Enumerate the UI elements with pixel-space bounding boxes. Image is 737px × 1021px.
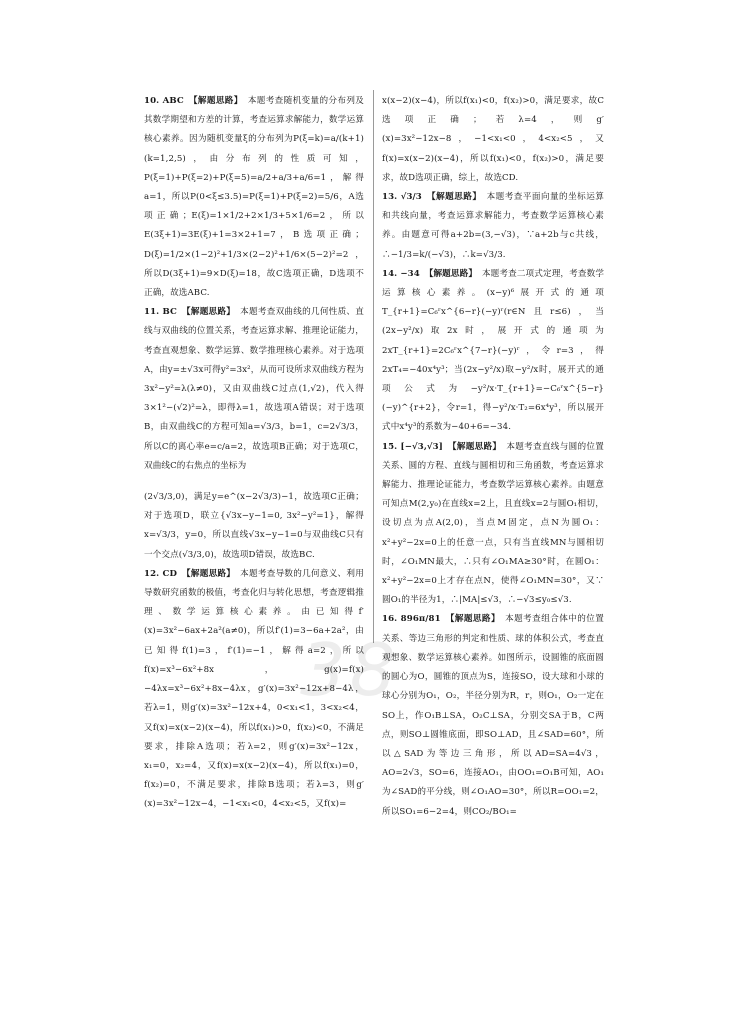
- answer-10-tag: 【解题思路】: [188, 96, 243, 106]
- answer-12-continued-text: x(x−2)(x−4)，所以f(x₁)<0，f(x₂)>0，满足要求，故C选项正确；若λ=4，则g′(x)=3x²−12x−8，−1<x₁<0，4<x₂<5，又f(x)=x(x−2)(x−4)，所以f(x₁)<0，f(x₂)>0，满足要求，故D选项正确，综上，故选CD.: [382, 96, 604, 183]
- answer-16-label: 16. 896π/81: [382, 614, 441, 625]
- answer-11: [144, 303, 364, 476]
- answer-12-label: 12. CD: [144, 568, 177, 579]
- answer-10-text: 本题考查随机变量的分布列及其数学期望和方差的计算，考查运算求解能力，数学运算核心素养。因为随机变量ξ的分布列为P(ξ=k)=a/(k+1)(k=1,2,5)，由分布列的性质可知，P(ξ=1)+P(ξ=2)+P(ξ=5)=a/2+a/3+a/6=1，解得a=1，所以P(0<ξ≤3.5)=P(ξ=1)+P(ξ=2)=5/6，A选项正确；E(ξ)=1×1/2+2×1/3+5×1/6=2，所以E(3ξ+1)=3E(ξ)+1=3×2+1=7，B选项正确；D(ξ)=1/2×(1−2)²+1/3×(2−2)²+1/6×(5−2)²=2，所以D(3ξ+1)=9×D(ξ)=18，故C选项正确，D选项不正确，故选ABC.: [144, 96, 364, 299]
- answer-10-label: 10. ABC: [144, 96, 184, 106]
- answer-14-text: 本题考查二项式定理，考查数学运算核心素养。(x−y)⁶展开式的通项T_{r+1}=C₆ʳx^{6−r}(−y)ʳ(r∈N且r≤6)，当(2x−y²/x)取2x时，展开式的通项为2xT_{r+1}=2C₆ʳx^{7−r}(−y)ʳ，令r=3，得2xT₄=−40x⁴y³；当(2x−y²/x)取−y²/x时，展开式的通项公式为−y²/x·T_{r+1}=−C₆ʳx^{5−r}(−y)^{r+2}，令r=1，得−y²/x·T₂=6x⁴y³，所以展开式中x⁴y³的系数为−40+6=−34.: [382, 268, 605, 433]
- answer-12-tag: 【解题思路】: [182, 568, 236, 579]
- answer-13-tag: 【解题思路】: [427, 192, 482, 203]
- answer-15: [382, 438, 604, 611]
- answer-13-label: 13. √3/3: [382, 192, 422, 203]
- answer-15-tag: 【解题思路】: [447, 441, 502, 452]
- answer-14: [382, 265, 604, 438]
- answer-11-continued-text: (2√3/3,0)，满足y=e^(x−2√3/3)−1，故选项C正确；对于选项D，联立{√3x−y−1=0, 3x²−y²=1}，解得x=√3/3，y=0，所以直线√3x−y−1=0与双曲线C只有一个交点(√3/3,0)，故选项D错误，故选BC.: [144, 492, 364, 560]
- answer-16: [382, 610, 604, 821]
- answer-13-text: 本题考查平面向量的坐标运算和共线向量，考查运算求解能力，考查数学运算核心素养。由题意可得a+2b=(3,−√3)，∵a+2b与c共线，∴−1/3=k/(−√3)，∴k=√3/3.: [382, 192, 604, 260]
- right-column: [382, 92, 604, 822]
- answer-11-tag: 【解题思路】: [181, 307, 236, 318]
- page-watermark: 38: [300, 628, 400, 712]
- answer-16-tag: 【解题思路】: [445, 614, 500, 625]
- answer-11-text: 本题考查双曲线的几何性质、直线与双曲线的位置关系，考查运算求解、推理论证能力，考查直观想象、数学运算、数学推理核心素养。对于选项A，由y=±√3x可得y²=3x²，从而可设所求双曲线方程为3x²−y²=λ(λ≠0)，又由双曲线C过点(1,√2)，代入得3×1²−(√2)²=λ，即得λ=1，故选项A错误；对于选项B，由双曲线C的方程可知a=√3/3，b=1，c=2√3/3，所以C的离心率e=c/a=2，故选项B正确；对于选项C，双曲线C的右焦点的坐标为: [144, 307, 364, 471]
- answer-14-tag: 【解题思路】: [424, 268, 478, 279]
- answer-15-label: 15. [−√3,√3]: [382, 441, 443, 452]
- answer-12: [144, 565, 364, 815]
- answer-11-label: 11. BC: [144, 307, 177, 318]
- spacer: [144, 476, 364, 488]
- answer-12-text: 本题考查导数的几何意义、利用导数研究函数的极值，考查化归与转化思想，考查逻辑推理、数学运算核心素养。由已知得f′(x)=3x²−6ax+2a²(a≠0)，所以f′(1)=3−6a+2a²，由已知得f(1)=3，f′(1)=−1，解得a=2，所以f(x)=x³−6x²+8x，g(x)=f(x)−4λx=x³−6x²+8x−4λx，g′(x)=3x²−12x+8−4λ，若λ=1，则g′(x)=3x²−12x+4，0<x₁<1，3<x₂<4，又f(x)=x(x−2)(x−4)，所以f(x₁)>0，f(x₂)<0，不满足要求，排除A选项；若λ=2，则g′(x)=3x²−12x，x₁=0，x₂=4，又f(x)=x(x−2)(x−4)，所以f(x₁)=0，f(x₂)=0，不满足要求，排除B选项；若λ=3，则g′(x)=3x²−12x−4，−1<x₁<0，4<x₂<5，又f(x)=: [144, 568, 364, 810]
- answer-12-continued: [382, 92, 604, 188]
- column-divider: [373, 90, 374, 643]
- answer-16-text: 本题考查组合体中的位置关系、等边三角形的判定和性质、球的体积公式，考查直观想象、数学运算核心素养。如图所示，设圆锥的底面圆的圆心为O，圆锥的顶点为S，连接SO，设大球和小球的球心分别为O₁，O₂，半径分别为R，r，则O₁，O₂一定在SO上，作O₁B⊥SA，O₂C⊥SA，分别交SA于B，C两点，则SO⊥圆锥底面，即SO⊥AD，且∠SAD=60°，所以△SAD为等边三角形，所以AD=SA=4√3，AO=2√3，SO=6，连接AO₁，由OO₁=O₁B可知，AO₁为∠SAD的平分线，则∠O₁AO=30°，所以R=OO₁=2，所以SO₁=6−2=4，则CO₂/BO₁=: [382, 614, 604, 817]
- answer-14-label: 14. −34: [382, 268, 420, 279]
- answer-13: [382, 188, 604, 265]
- answer-11-continued: [144, 488, 364, 565]
- left-column: [144, 92, 364, 815]
- answer-10: [144, 92, 364, 303]
- answer-15-text: 本题考查直线与圆的位置关系、圆的方程、直线与圆相切和三角函数，考查运算求解能力、推理论证能力，考查数学运算核心素养。由题意可知点M(2,y₀)在直线x=2上，且直线x=2与圆O₁相切，设切点为点A(2,0)，当点M固定，点N为圆O₁：x²+y²−2x=0上的任意一点，只有当直线MN与圆相切时，∠O₁MN最大，∴只有∠O₁MA≥30°时，在圆O₁：x²+y²−2x=0上才存在点N，使得∠O₁MN=30°，又∵圆O₁的半径为1，∴|MA|≤√3，∴−√3≤y₀≤√3.: [382, 441, 604, 606]
